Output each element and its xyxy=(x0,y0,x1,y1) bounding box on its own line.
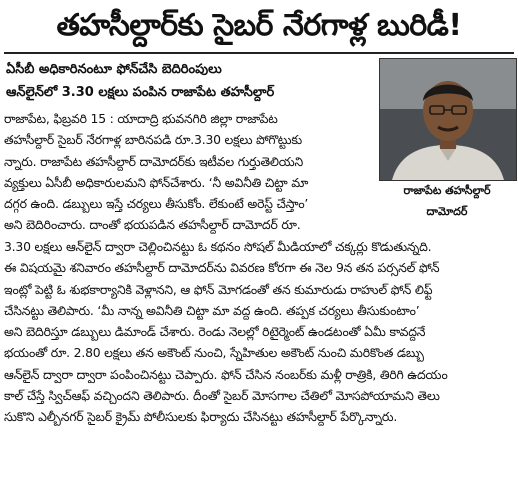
body-line: తహసీల్దార్ సైబర్ నేరగాళ్ల బారినపడి రూ.3.30 లక్షలు పోగొట్టుకు xyxy=(4,132,302,148)
body-line: 3.30 లక్షలు ఆన్‌లైన్ ద్వారా చెల్లించినట్టు ఓ కథనం సోషల్ మీడియాలో చక్కర్లు కొడుతున్నది. xyxy=(4,239,432,254)
photo-caption xyxy=(379,180,515,226)
body-line: న్నారు. రాజాపేట తహసీల్దార్ దామోదర్‌కు ఇటీవల గుర్తుతెలియని xyxy=(4,153,304,169)
man-portrait-illustration xyxy=(380,59,516,180)
body-line: వ్యక్తులు ఏసీబీ అధికారులమని ఫోన్‌చేశారు. ‘నీ అవినీతి చిట్టా మా xyxy=(4,174,309,190)
body-line: అని బెదిరించారు. దాంతో భయపడిన తహసీల్దార్ దామోదర్ రూ. xyxy=(4,217,301,233)
article-body-wide xyxy=(4,236,516,428)
subheadline-line: ఏసీబీ అధికారినంటూ ఫోన్‌చేసి బెదిరింపులు xyxy=(6,62,222,77)
body-line: భయంతో రూ. 2.80 లక్షలు తన అకౌంట్ నుంచి, స్నేహితుల అకౌంట్ నుంచి మరికొంత డబ్బు xyxy=(4,345,424,361)
body-line: ఆన్‌లైన్ ద్వారా ద్వారా పంపించినట్టు చెప్పారు. ఫోన్ చేసిన నంబర్‌కు మళ్లీ రాత్రికి, తిరిగి ఉదయం xyxy=(4,366,448,382)
caption-line: రాజాపేట తహసీల్దార్ xyxy=(403,184,491,197)
body-line: ఇంట్లో పెట్టి ఓ శుభకార్యానికి వెళ్లానని, ఆ ఫోన్ మోగడంతో తన కుమారుడు రాహుల్ ఫోన్ లిఫ్ట్ xyxy=(4,281,433,297)
body-line: కాల్ చేస్తే స్విచ్‌ఆఫ్ వచ్చిందని తెలిపారు. దీంతో సైబర్ మోసగాల చేతిలో మోసపోయామని తెలు xyxy=(4,388,440,404)
tahsildar-photo xyxy=(379,58,517,181)
body-line: రాజాపేట, ఫిబ్రవరి 15 : యాదాద్రి భువనగిరి జిల్లా రాజాపేట xyxy=(4,111,278,126)
body-line: చేసినట్టు తెలిపారు. ‘మీ నాన్న అవినీతి చిట్టా మా వద్ద ఉంది. తప్పక చర్యలు తీసుకుంటాం’ xyxy=(4,302,420,318)
body-line: సుకొని ఎల్బీనగర్ సైబర్ క్రైమ్ పోలీసులకు ఫిర్యాదు చేసినట్టు తహసీల్దార్ పేర్కొన్నారు. xyxy=(4,409,398,425)
body-line: దగ్గర ఉంది. డబ్బులు ఇస్తే చర్యలు తీసుకోం. లేకుంటే అరెస్ట్ చేస్తాం’ xyxy=(4,196,309,212)
body-line: అని బెదిరిస్తూ డబ్బులు డిమాండ్ చేశారు. రెండు నెలల్లో రిటైర్మెంట్ ఉండటంతో ఏమీ కావద్దనే xyxy=(4,324,426,340)
caption-line: దామోదర్ xyxy=(426,205,468,218)
article-body-narrow xyxy=(4,108,376,236)
subheadline-line: ఆన్‌లైన్‌లో 3.30 లక్షలు పంపిన రాజాపేట తహసీల్దార్ xyxy=(6,85,275,100)
body-line: ఈ విషయమై శనివారం తహసీల్దార్ దామోదర్‌ను వివరణ కోరగా ఈ నెల 9న తన పర్సనల్ ఫోన్ xyxy=(4,260,440,276)
headline: తహసీల్దార్‌కు సైబర్ నేరగాళ్ల బురిడీ! xyxy=(56,8,462,43)
subheadline xyxy=(6,58,376,104)
headline-divider xyxy=(4,52,514,54)
